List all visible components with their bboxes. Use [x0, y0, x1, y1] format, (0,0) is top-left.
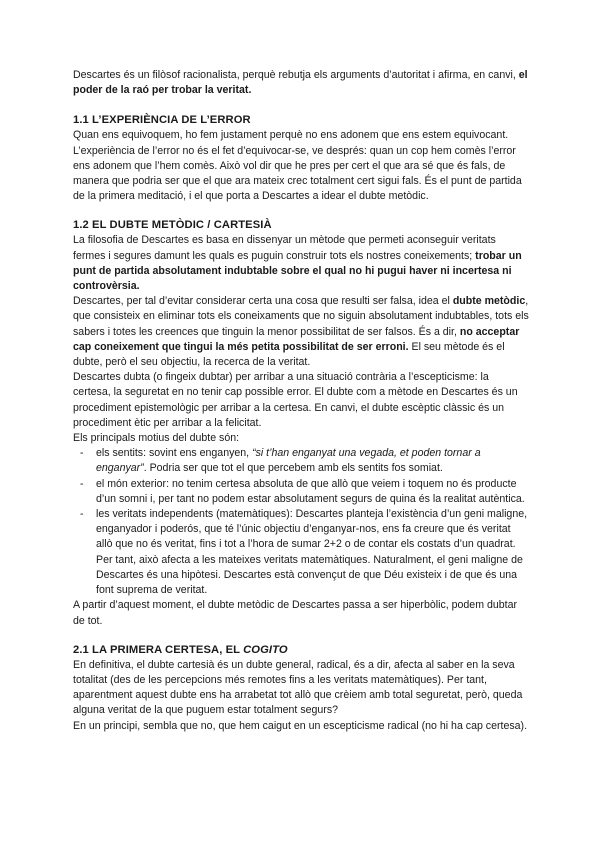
section-title	[73, 643, 529, 658]
paragraph-text: , que consisteix en eliminar tots els coneixaments que no siguin absolutament indubtables, tots els sabers i totes les creences que tinguin la menor possibilitat de ser falsos. És a dir,	[73, 295, 529, 338]
bullet-dash: -	[80, 447, 84, 460]
document-page	[73, 68, 529, 748]
paragraph-text: Descartes, per tal d’evitar considerar certa una cosa que resulti ser falsa, idea el	[73, 295, 453, 308]
section-primera-certesa	[73, 643, 529, 734]
bullet-list	[73, 446, 529, 598]
section-title-text: 2.1 LA PRIMERA CERTESA, EL	[73, 643, 244, 656]
section-title-italic: COGITO	[243, 643, 288, 656]
paragraph-bold-text: dubte metòdic	[452, 295, 526, 308]
list-item-text: el món exterior: no tenim certesa absoluta de que allò que veiem i toquem no és producte d’un somni i, per tant no podem estar absolutament segurs de quina és la realitat autèntica.	[96, 477, 525, 505]
paragraph-text: La filosofia de Descartes es basa en dissenyar un mètode que permeti aconseguir veritats fermes i segures damunt les quals es puguin construir tots els nostres coneixements;	[73, 234, 496, 262]
section-title: 1.1 L’EXPERIÈNCIA DE L’ERROR	[73, 114, 251, 127]
paragraph	[73, 294, 529, 370]
list-item-text: . Podria ser que tot el que percebem amb els sentits fos somiat.	[143, 462, 443, 475]
list-item-text: les veritats independents (matemàtiques): Descartes planteja l’existència d’un geni maligne, enganyador i poderós, que té l’únic objectiu d’enganyar-nos, ens fa creure que és veritat allò que no és veritat, fins i tot a l’hora de sumar 2+2 o de contar els costats d’un quadrat. Per tant, això afecta a les mateixes veritats matemàtiques. Naturalment, el geni maligne de Descartes és una hipòtesi. Descartes està convençut de que Déu existeix i de que és una font suprema de veritat.	[96, 508, 528, 597]
intro-text: Descartes és un filòsof racionalista, perquè rebutja els arguments d’autoritat i afirma, en canvi,	[73, 69, 519, 81]
intro-paragraph	[73, 68, 529, 98]
paragraph	[73, 233, 529, 294]
paragraph-bold-text: trobar un punt de partida absolutament indubtable sobre el qual no hi pugui haver ni incertesa ni controvèrsia.	[73, 249, 522, 293]
list-item-italic-text: “si t’han enganyat una vegada, et poden tornar a enganyar”	[96, 447, 481, 475]
section-dubte-metodic	[73, 218, 529, 628]
list-item-text: els sentits: sovint ens enganyen,	[96, 447, 253, 460]
bullet-dash: -	[80, 477, 84, 490]
paragraph: Els principals motius del dubte són:	[73, 432, 240, 445]
paragraph-bold-text: no acceptar cap coneixement que tingui la més petita possibilitat de ser erroni.	[73, 325, 520, 353]
paragraph: A partir d’aquest moment, el dubte metòdic de Descartes passa a ser hiperbòlic, podem dubtar de tot.	[73, 599, 518, 627]
section-experiencia-error	[73, 113, 529, 204]
paragraph-text: El seu mètode és el dubte, però el seu objectiu, la recerca de la veritat.	[73, 340, 505, 369]
list-item	[73, 507, 529, 598]
section-title: 1.2 EL DUBTE METÒDIC / CARTESIÀ	[73, 219, 272, 232]
bullet-dash: -	[80, 508, 84, 521]
paragraph: L’experiència de l’error no és el fet d’equivocar-se, ve després: quan un cop hem comès l’error ens adonem que l’hem comès. Això vol dir que he pres per cert el que ara sé que és fals, de manera que podria ser que el que ara mateix crec totalment cert sigui fals. És el punt de partida de la primera meditació, i el que porta a Descartes a idear el dubte metòdic.	[73, 144, 522, 203]
paragraph: En un principi, sembla que no, que hem caigut en un escepticisme radical (no hi ha cap certesa).	[73, 719, 528, 732]
paragraph: Descartes dubta (o fingeix dubtar) per arribar a una situació contrària a l’escepticisme: la certesa, la seguretat en no tenir cap possible error. El dubte com a mètode en Descartes és un procediment epistemològic per arribar a la certesa. En canvi, el dubte escèptic clàssic és un procediment ètic per arribar a la felicitat.	[73, 371, 518, 429]
intro-bold-text: el poder de la raó per trobar la veritat.	[73, 69, 528, 97]
list-item	[73, 446, 529, 476]
paragraph: En definitiva, el dubte cartesià és un dubte general, radical, és a dir, afecta al saber en la seva totalitat (des de les percepcions més remotes fins a les veritats matemàtiques). Per tant, aparentment aquest dubte ens ha arrabetat tot allò que crèiem amb total seguretat, però, queda alguna veritat de la que puguem estar totalment segurs?	[73, 658, 523, 717]
paragraph: Quan ens equivoquem, ho fem justament perquè no ens adonem que ens estem equivocant.	[73, 129, 509, 142]
list-item	[73, 477, 529, 507]
